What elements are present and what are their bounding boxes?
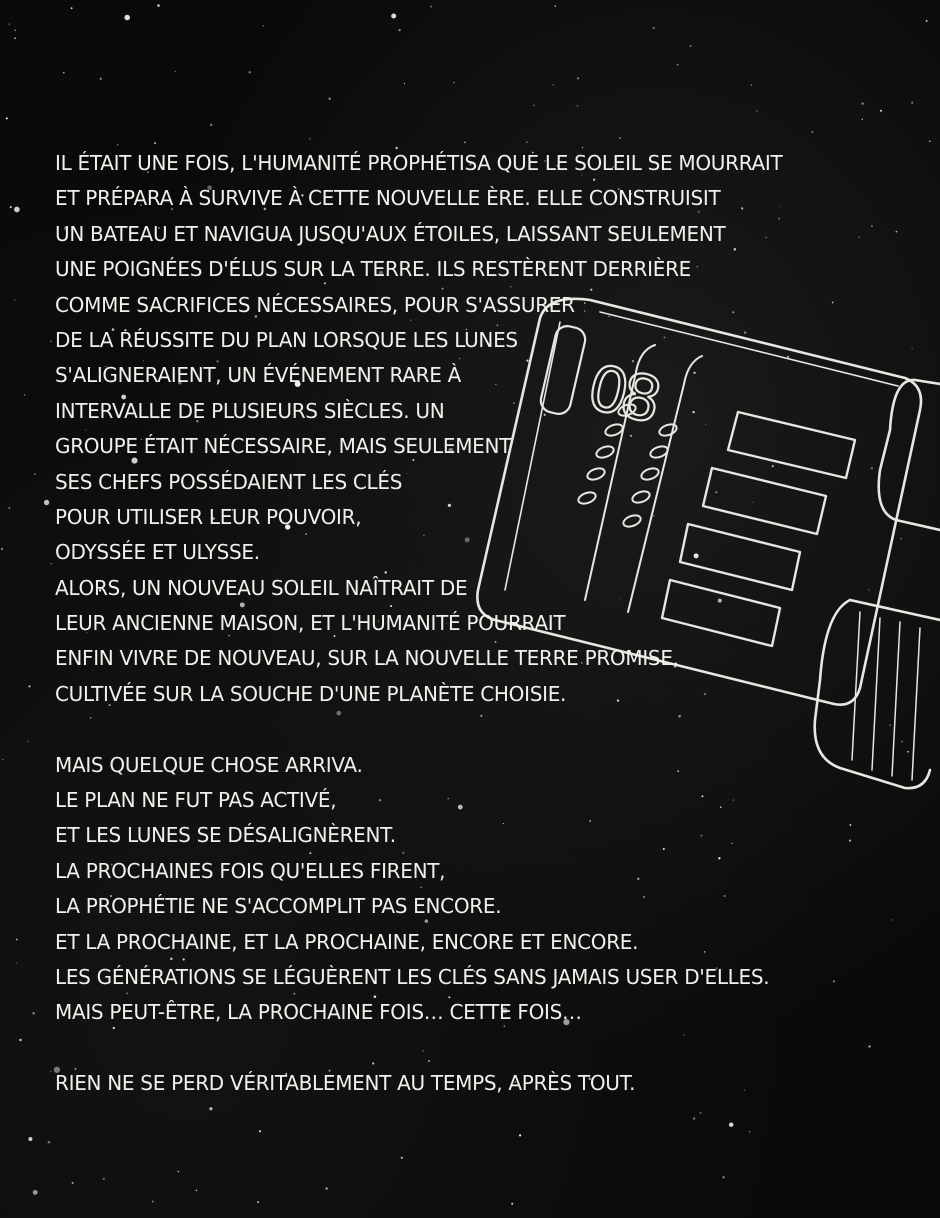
lower-engine	[815, 600, 940, 788]
story-line: IL ÉTAIT UNE FOIS, L'HUMANITÉ PROPHÉTISA QUE LE SOLEIL SE MOURRAIT	[55, 151, 783, 175]
story-line: LA PROPHÉTIE NE S'ACCOMPLIT PAS ENCORE.	[55, 894, 502, 919]
story-line: ET LES LUNES SE DÉSALIGNÈRENT.	[55, 823, 396, 848]
story-line: CULTIVÉE SUR LA SOUCHE D'UNE PLANÈTE CHOISIE.	[55, 681, 567, 706]
story-line: POUR UTILISER LEUR POUVOIR,	[55, 504, 362, 529]
paragraph-1	[55, 146, 815, 712]
story-line: MAIS PEUT-ÊTRE, LA PROCHAINE FOIS… CETTE FOIS…	[55, 1000, 582, 1025]
story-line: LES GÉNÉRATIONS SE LÉGUÈRENT LES CLÉS SANS JAMAIS USER D'ELLES.	[55, 964, 770, 989]
story-line: S'ALIGNERAIENT, UN ÉVÉNEMENT RARE À	[55, 363, 461, 388]
story-line: MAIS QUELQUE CHOSE ARRIVA.	[55, 752, 363, 777]
paragraph-3	[55, 1066, 815, 1101]
story-line: LE PLAN NE FUT PAS ACTIVÉ,	[55, 788, 337, 813]
story-line: ALORS, UN NOUVEAU SOLEIL NAÎTRAIT DE	[55, 575, 468, 600]
paragraph-2	[55, 748, 815, 1031]
story-line: ENFIN VIVRE DE NOUVEAU, SUR LA NOUVELLE TERRE PROMISE,	[55, 646, 679, 671]
story-line: COMME SACRIFICES NÉCESSAIRES, POUR S'ASSURER	[55, 292, 575, 317]
story-line: SES CHEFS POSSÉDAIENT LES CLÉS	[55, 469, 403, 494]
story-line: LA PROCHAINES FOIS QU'ELLES FIRENT,	[55, 858, 446, 883]
story-line: UNE POIGNÉES D'ÉLUS SUR LA TERRE. ILS RESTÈRENT DERRIÈRE	[55, 257, 692, 282]
story-line: INTERVALLE DE PLUSIEURS SIÈCLES. UN	[55, 398, 445, 423]
story-line: GROUPE ÉTAIT NÉCESSAIRE, MAIS SEULEMENT	[55, 434, 512, 459]
story-line: ET LA PROCHAINE, ET LA PROCHAINE, ENCORE ET ENCORE.	[55, 929, 639, 954]
story-line: RIEN NE SE PERD VÉRITABLEMENT AU TEMPS, APRÈS TOUT.	[55, 1071, 636, 1096]
story-line: DE LA RÉUSSITE DU PLAN LORSQUE LES LUNES	[55, 327, 518, 352]
story-line: LEUR ANCIENNE MAISON, ET L'HUMANITÉ POURRAIT	[55, 611, 566, 636]
hull-number: 08	[581, 350, 663, 437]
story-text	[55, 146, 815, 1102]
story-line: ODYSSÉE ET ULYSSE.	[55, 540, 260, 565]
story-line: UN BATEAU ET NAVIGUA JUSQU'AUX ÉTOILES, LAISSANT SEULEMENT	[55, 221, 726, 246]
story-line: ET PRÉPARA À SURVIVE À CETTE NOUVELLE ÈRE. ELLE CONSTRUISIT	[55, 186, 721, 211]
